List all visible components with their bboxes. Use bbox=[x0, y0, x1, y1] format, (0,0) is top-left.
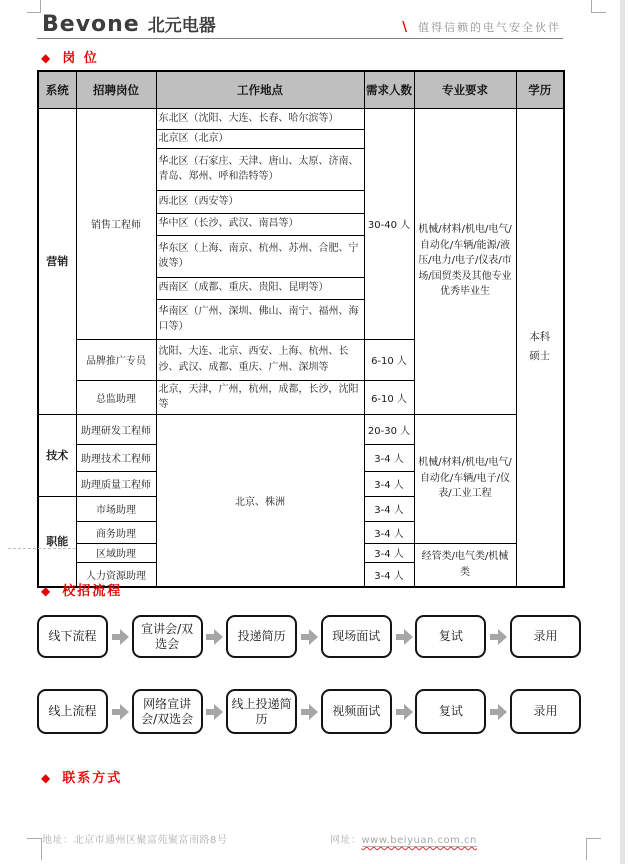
cell-region-southwest: 西南区（成都、重庆、贵阳、昆明等） bbox=[156, 277, 364, 299]
col-header-system: 系统 bbox=[38, 71, 76, 108]
cell-count-director: 6-10 人 bbox=[364, 380, 414, 414]
crop-mark-bottom-left bbox=[27, 838, 42, 860]
cell-count-marketing-assistant: 3-4 人 bbox=[364, 496, 414, 521]
cell-region-northeast: 东北区（沈阳、大连、长春、哈尔滨等） bbox=[156, 108, 364, 129]
cell-region-central: 华中区（长沙、武汉、南昌等） bbox=[156, 213, 364, 235]
flow-step-onsite-interview: 现场面试 bbox=[321, 615, 392, 658]
cell-location-director: 北京，天津，广州，杭州，成都，长沙，沈阳等 bbox=[156, 380, 364, 414]
flow-step-online-label: 线上流程 bbox=[37, 689, 108, 734]
cell-education bbox=[516, 108, 564, 587]
cell-system-marketing: 营销 bbox=[38, 108, 76, 414]
page-edge-strip bbox=[620, 0, 625, 864]
arrow-right-icon bbox=[299, 704, 319, 720]
section-title: 校招流程 bbox=[62, 584, 123, 599]
diamond-bullet-icon: ◆ bbox=[41, 771, 51, 785]
col-header-headcount: 需求人数 bbox=[364, 71, 414, 108]
flow-step-hire: 录用 bbox=[510, 615, 581, 658]
cell-region-north: 华北区（石家庄、天津、唐山、太原、济南、青岛、郑州、呼和浩特等） bbox=[156, 148, 364, 190]
cell-region-east: 华东区（上海、南京、杭州、苏州、合肥、宁波等） bbox=[156, 235, 364, 277]
cell-system-tech: 技术 bbox=[38, 414, 76, 496]
col-header-education: 学历 bbox=[516, 71, 564, 108]
section-heading-contact bbox=[41, 767, 122, 786]
footer-address: 地址：北京市通州区聚富苑聚富南路8号 bbox=[42, 835, 228, 846]
arrow-right-icon bbox=[488, 629, 508, 645]
section-heading-process bbox=[41, 580, 122, 599]
logo-wordmark: Bevone bbox=[42, 12, 140, 37]
arrow-right-icon bbox=[394, 704, 414, 720]
flow-step-submit-resume: 投递简历 bbox=[226, 615, 297, 658]
cell-position-region-assistant: 区域助理 bbox=[76, 543, 156, 562]
header-divider bbox=[37, 38, 563, 39]
jobs-table bbox=[37, 70, 565, 588]
cell-region-beijing: 北京区（北京） bbox=[156, 129, 364, 148]
diamond-bullet-icon: ◆ bbox=[41, 51, 51, 65]
cell-position-sales-engineer: 销售工程师 bbox=[76, 108, 156, 339]
flow-step-online-fair: 网络宣讲会/双选会 bbox=[132, 689, 203, 734]
section-heading-positions bbox=[41, 47, 99, 66]
cell-system-functions: 职能 bbox=[38, 496, 76, 587]
arrow-right-icon bbox=[204, 629, 224, 645]
section-title: 联系方式 bbox=[62, 771, 123, 786]
cell-position-tech-engineer: 助理技术工程师 bbox=[76, 444, 156, 471]
cell-requirement-marketing: 机械/材料/机电/电气/自动化/车辆/能源/液压/电力/电子/仪表/市场/国贸类及其他专业优秀毕业生 bbox=[414, 108, 516, 414]
flow-step-career-fair: 宣讲会/双选会 bbox=[132, 615, 203, 658]
arrow-right-icon bbox=[299, 629, 319, 645]
table-header-row bbox=[38, 71, 564, 108]
education-line-2: 硕士 bbox=[529, 350, 551, 363]
cell-count-quality-engineer: 3-4 人 bbox=[364, 471, 414, 496]
arrow-right-icon bbox=[394, 629, 414, 645]
cell-requirement-functions: 经管类/电气类/机械类 bbox=[414, 543, 516, 587]
arrow-right-icon bbox=[110, 704, 130, 720]
flow-step-offline-label: 线下流程 bbox=[37, 615, 108, 658]
arrow-right-icon bbox=[110, 629, 130, 645]
section-title: 岗 位 bbox=[62, 51, 99, 66]
cell-position-rd-engineer: 助理研发工程师 bbox=[76, 414, 156, 444]
col-header-location: 工作地点 bbox=[156, 71, 364, 108]
cell-location-shared: 北京、株洲 bbox=[156, 414, 364, 587]
cell-position-business-assistant: 商务助理 bbox=[76, 521, 156, 543]
website-label: 网址： bbox=[330, 835, 362, 846]
footer-website bbox=[330, 831, 477, 846]
education-line-1: 本科 bbox=[529, 331, 551, 344]
cell-count-region-assistant: 3-4 人 bbox=[364, 543, 414, 562]
crop-mark-top-left bbox=[27, 0, 41, 13]
cell-count-sales: 30-40 人 bbox=[364, 108, 414, 339]
diamond-bullet-icon: ◆ bbox=[41, 584, 51, 598]
flow-step-video-interview: 视频面试 bbox=[321, 689, 392, 734]
company-tagline bbox=[402, 19, 561, 35]
brand-logo bbox=[42, 11, 216, 37]
arrow-right-icon bbox=[204, 704, 224, 720]
arrow-right-icon bbox=[488, 704, 508, 720]
logo-chinese-name: 北元电器 bbox=[147, 16, 216, 36]
cell-count-brand: 6-10 人 bbox=[364, 339, 414, 380]
website-link[interactable]: www.beiyuan.com.cn bbox=[361, 835, 477, 846]
page-break-dash bbox=[8, 548, 76, 549]
tagline-text: 值得信赖的电气安全伙伴 bbox=[418, 21, 561, 34]
cell-count-business-assistant: 3-4 人 bbox=[364, 521, 414, 543]
cell-count-rd: 20-30 人 bbox=[364, 414, 414, 444]
cell-position-marketing-assistant: 市场助理 bbox=[76, 496, 156, 521]
cell-count-tech-engineer: 3-4 人 bbox=[364, 444, 414, 471]
cell-region-south: 华南区（广州、深圳、佛山、南宁、福州、海口等） bbox=[156, 299, 364, 339]
online-process-flow bbox=[37, 689, 581, 734]
cell-position-quality-engineer: 助理质量工程师 bbox=[76, 471, 156, 496]
flow-step-hire: 录用 bbox=[510, 689, 581, 734]
crop-mark-top-right bbox=[591, 0, 606, 13]
table-row bbox=[38, 108, 564, 129]
cell-position-director-assistant: 总监助理 bbox=[76, 380, 156, 414]
cell-position-hr-assistant: 人力资源助理 bbox=[76, 562, 156, 587]
table-row bbox=[38, 414, 564, 444]
flow-step-second-interview: 复试 bbox=[415, 689, 486, 734]
cell-location-brand: 沈阳、大连、北京、西安、上海、杭州、长沙、武汉、成都、重庆、广州、深圳等 bbox=[156, 339, 364, 380]
col-header-position: 招聘岗位 bbox=[76, 71, 156, 108]
cell-position-brand-promoter: 品牌推广专员 bbox=[76, 339, 156, 380]
col-header-major: 专业要求 bbox=[414, 71, 516, 108]
tagline-slash-icon: \ bbox=[402, 20, 409, 35]
cell-requirement-tech: 机械/材料/机电/电气/自动化/车辆/电子/仪表/工业工程 bbox=[414, 414, 516, 543]
cell-count-hr-assistant: 3-4 人 bbox=[364, 562, 414, 587]
flow-step-online-resume: 线上投递简历 bbox=[226, 689, 297, 734]
offline-process-flow bbox=[37, 615, 581, 658]
cell-region-northwest: 西北区（西安等） bbox=[156, 190, 364, 213]
flow-step-second-interview: 复试 bbox=[415, 615, 486, 658]
crop-mark-bottom-right bbox=[586, 838, 601, 860]
